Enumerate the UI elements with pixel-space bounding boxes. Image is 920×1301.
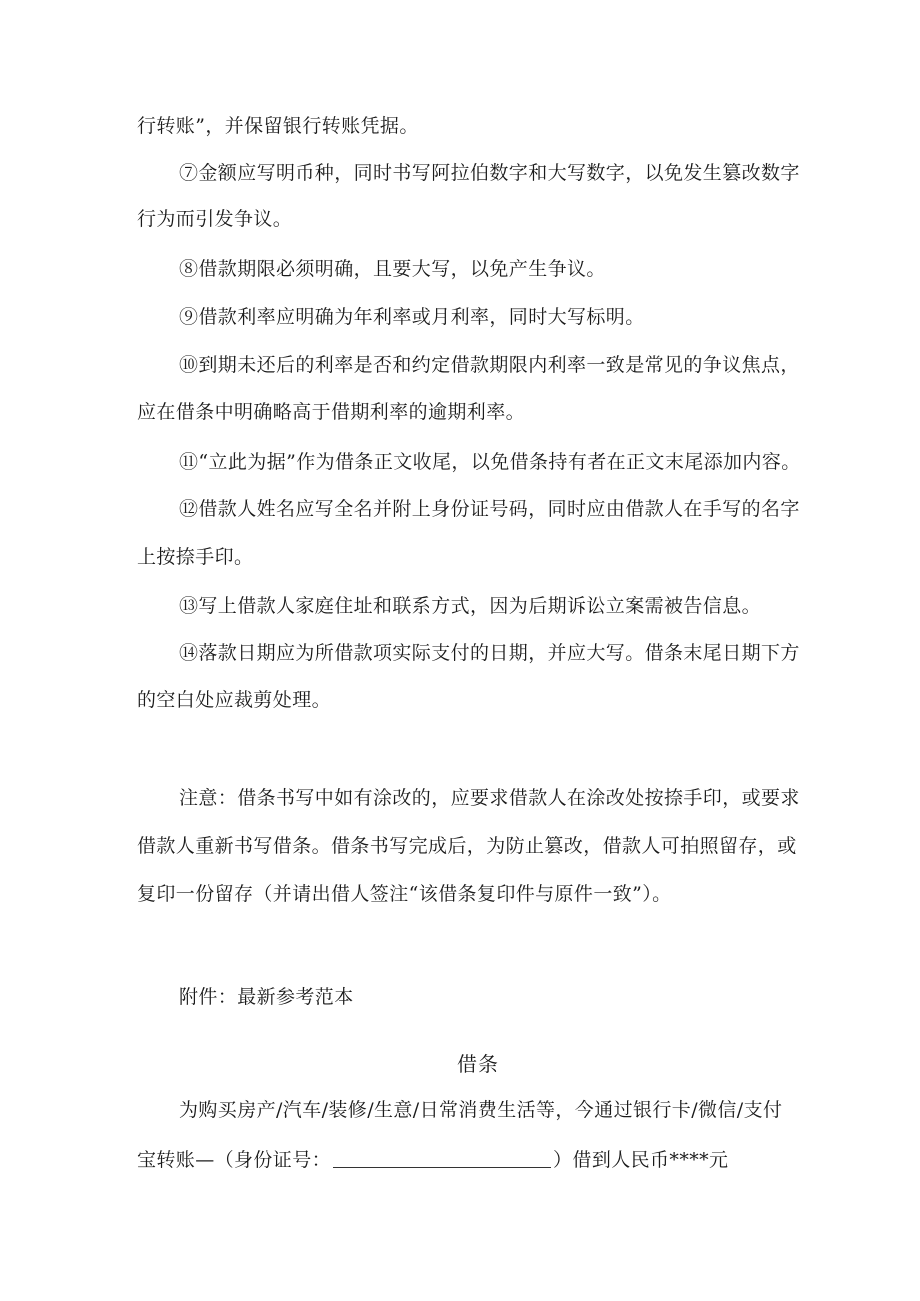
attention-line2: 借款人重新书写借条。借条书写完成后，为防止篡改，借款人可拍照留存，或 — [137, 835, 797, 857]
note-item12-line2: 上按捺手印。 — [137, 546, 254, 568]
note-item7-line2: 行为而引发争议。 — [137, 208, 293, 230]
id-number-blank — [333, 1149, 551, 1168]
note-item14-line2: 的空白处应裁剪处理。 — [137, 689, 332, 711]
note-item12-line1: ⑫借款人姓名应写全名并附上身份证号码，同时应由借款人在手写的名字 — [179, 498, 800, 520]
note-item11: ⑪“立此为据”作为借条正文收尾，以免借条持有者在正文末尾添加内容。 — [179, 451, 801, 473]
sample-line2-prefix: 宝转账—（身份证号： — [137, 1149, 332, 1171]
note-item13: ⑬写上借款人家庭住址和联系方式，因为后期诉讼立案需被告信息。 — [179, 595, 762, 617]
note-item8: ⑧借款期限必须明确，且要大写，以免产生争议。 — [179, 258, 606, 280]
note-item9: ⑨借款利率应明确为年利率或月利率，同时大写标明。 — [179, 306, 645, 328]
attachment-label: 附件：最新参考范本 — [179, 986, 354, 1008]
sample-line1: 为购买房产/汽车/装修/生意/日常消费生活等，今通过银行卡/微信/支付 — [179, 1099, 783, 1121]
note-item6-end: 行转账”，并保留银行转账凭据。 — [137, 115, 419, 137]
note-item10-line1: ⑩到期未还后的利率是否和约定借款期限内利率一致是常见的争议焦点， — [179, 354, 800, 376]
attention-line3: 复印一份留存（并请出借人签注“该借条复印件与原件一致”）。 — [137, 883, 672, 905]
attention-line1: 注意：借条书写中如有涂改的，应要求借款人在涂改处按捺手印，或要求 — [179, 787, 800, 809]
sample-title: 借条 — [457, 1052, 499, 1076]
note-item14-line1: ⑭落款日期应为所借款项实际支付的日期，并应大写。借条末尾日期下方 — [179, 642, 800, 664]
sample-line2 — [137, 1148, 728, 1172]
note-item10-line2: 应在借条中明确略高于借期利率的逾期利率。 — [137, 401, 526, 423]
sample-line2-suffix: ）借到人民币****元 — [553, 1149, 729, 1171]
note-item7-line1: ⑦金额应写明币种，同时书写阿拉伯数字和大写数字，以免发生篡改数字 — [179, 162, 800, 184]
